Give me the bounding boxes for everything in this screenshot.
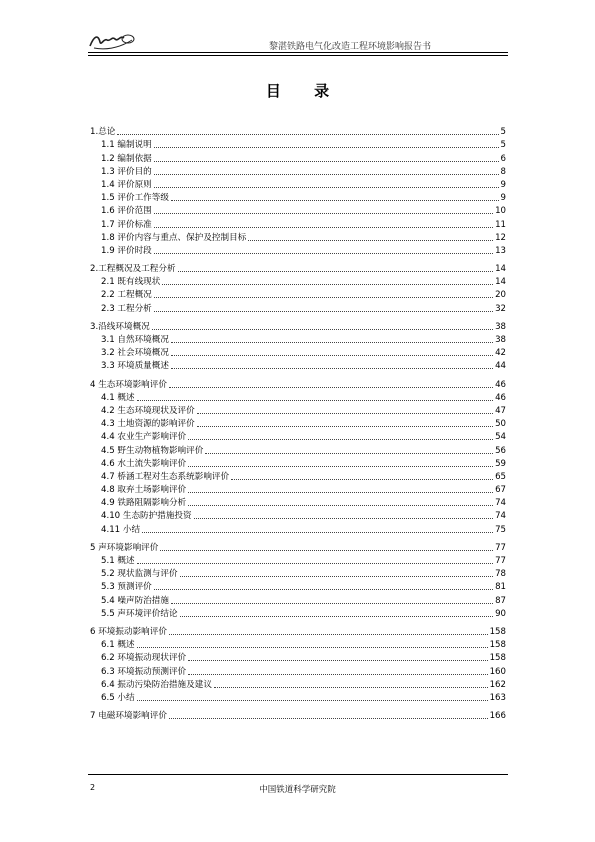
toc-entry-page: 46 [495, 379, 506, 390]
toc-entry-label: 4.4 农业生产影响评价 [101, 432, 187, 443]
toc-entry-section[interactable] [90, 178, 506, 191]
toc-entry-page: 6 [500, 153, 506, 164]
toc-entry-label: 4.7 桥涵工程对生态系统影响评价 [101, 471, 230, 482]
toc-entry-page: 11 [495, 219, 506, 230]
toc-entry-chapter[interactable] [90, 707, 506, 722]
toc-entry-page: 14 [495, 264, 506, 275]
toc-entry-label: 5.2 现状监测与评价 [101, 569, 178, 580]
toc-entry-label: 6 环境振动影响评价 [90, 626, 167, 637]
toc-entry-label: 3.1 自然环境概况 [101, 335, 169, 345]
toc-leader-dots [188, 674, 487, 675]
toc-entry-page: 163 [489, 692, 506, 703]
toc-entry-page: 74 [495, 498, 506, 509]
toc-entry-page: 47 [495, 405, 506, 416]
header-rule-thin [88, 55, 508, 56]
toc-entry-label: 3.沿线环境概况 [90, 321, 150, 332]
toc-entry-page: 32 [495, 303, 506, 314]
toc-entry-label: 4.2 生态环境现状及评价 [101, 405, 195, 416]
toc-entry-label: 6.2 环境振动现状评价 [101, 653, 187, 664]
toc-leader-dots [197, 426, 493, 427]
toc-entry-page: 90 [495, 608, 506, 619]
toc-entry-section[interactable] [90, 651, 506, 664]
toc-entry-page: 87 [495, 595, 506, 606]
toc-leader-dots [160, 550, 493, 551]
toc-leader-dots [137, 700, 488, 701]
toc-entry-page: 8 [500, 166, 506, 177]
toc-entry-chapter[interactable] [90, 539, 506, 554]
toc-entry-label: 4.6 水土流失影响评价 [101, 458, 187, 469]
toc-leader-dots [154, 297, 493, 298]
toc-entry-label: 6.5 小结 [101, 692, 135, 703]
toc-entry-page: 166 [489, 711, 506, 722]
toc-entry-page: 12 [495, 232, 506, 243]
footer-organization: 中国铁道科学研究院 [259, 785, 336, 795]
toc-entry-section[interactable] [90, 593, 506, 606]
toc-leader-dots [137, 400, 493, 401]
toc-leader-dots [154, 589, 493, 590]
toc-leader-dots [154, 253, 493, 254]
toc-entry-label: 1.4 评价原则 [101, 179, 152, 190]
toc-entry-section[interactable] [90, 359, 506, 372]
toc-entry-page: 54 [495, 432, 506, 443]
toc-entry-label: 4.10 生态防护措施投资 [101, 511, 192, 522]
toc-leader-dots [180, 576, 494, 577]
toc-entry-section[interactable] [90, 430, 506, 443]
toc-entry-section[interactable] [90, 691, 506, 704]
toc-entry-section[interactable] [90, 522, 506, 535]
toc-entry-page: 158 [489, 653, 506, 664]
toc-entry-label: 4 生态环境影响评价 [90, 379, 167, 390]
toc-entry-page: 9 [500, 179, 506, 190]
toc-entry-label: 1.9 评价时段 [101, 245, 152, 256]
toc-entry-label: 5.4 噪声防治措施 [101, 595, 169, 606]
toc-leader-dots [154, 311, 493, 312]
toc-entry-page: 13 [495, 245, 506, 256]
toc-leader-dots [152, 329, 493, 330]
toc-entry-page: 9 [500, 193, 506, 204]
toc-leader-dots [154, 147, 499, 148]
toc-entry-chapter[interactable] [90, 260, 506, 275]
toc-entry-page: 5 [500, 127, 506, 138]
toc-entry-section[interactable] [90, 457, 506, 470]
toc-leader-dots [154, 187, 499, 188]
toc-entry-section[interactable] [90, 554, 506, 567]
toc-entry-section[interactable] [90, 509, 506, 522]
toc-entry-section[interactable] [90, 404, 506, 417]
toc-entry-label: 5.1 概述 [101, 556, 135, 566]
toc-entry-chapter[interactable] [90, 123, 506, 138]
toc-entry-page: 160 [489, 666, 506, 677]
toc-entry-page: 78 [495, 569, 506, 580]
toc-entry-label: 6.3 环境振动预测评价 [101, 666, 187, 677]
toc-leader-dots [197, 413, 493, 414]
toc-leader-dots [137, 647, 488, 648]
toc-entry-section[interactable] [90, 443, 506, 456]
toc-entry-section[interactable] [90, 470, 506, 483]
toc-leader-dots [169, 634, 488, 635]
toc-entry-chapter[interactable] [90, 623, 506, 638]
toc-entry-section[interactable] [90, 244, 506, 257]
toc-leader-dots [171, 368, 493, 369]
toc-entry-section[interactable] [90, 301, 506, 314]
toc-leader-dots [117, 134, 498, 135]
toc-entry-label: 4.11 小结 [101, 524, 141, 535]
toc-entry-section[interactable] [90, 288, 506, 301]
toc-leader-dots [171, 342, 493, 343]
toc-entry-section[interactable] [90, 483, 506, 496]
toc-entry-page: 65 [495, 471, 506, 482]
toc-leader-dots [231, 479, 493, 480]
toc-entry-section[interactable] [90, 217, 506, 230]
toc-leader-dots [154, 174, 499, 175]
toc-entry-chapter[interactable] [90, 318, 506, 333]
toc-leader-dots [142, 532, 493, 533]
toc-entry-page: 44 [495, 361, 506, 372]
toc-entry-label: 2.2 工程概况 [101, 290, 152, 301]
toc-entry-label: 1.1 编制说明 [101, 140, 152, 151]
toc-entry-label: 3.2 社会环境概况 [101, 348, 169, 359]
toc-entry-section[interactable] [90, 231, 506, 244]
toc-entry-label: 6.1 概述 [101, 640, 135, 651]
toc-entry-page: 38 [495, 335, 506, 345]
toc-entry-page: 158 [489, 626, 506, 637]
toc-entry-page: 67 [495, 485, 506, 496]
toc-entry-page: 42 [495, 348, 506, 359]
toc-entry-label: 4.9 铁路阻隔影响分析 [101, 498, 187, 509]
toc-entry-label: 5 声环境影响评价 [90, 542, 159, 553]
toc-entry-section[interactable] [90, 664, 506, 677]
toc-entry-page: 162 [489, 679, 506, 690]
toc-entry-section[interactable] [90, 417, 506, 430]
toc-entry-page: 59 [495, 458, 506, 469]
toc-leader-dots [154, 161, 499, 162]
toc-entry-page: 75 [495, 524, 506, 535]
toc-entry-section[interactable] [90, 567, 506, 580]
toc-entry-page: 50 [495, 419, 506, 430]
toc-entry-label: 6.4 振动污染防治措施及建议 [101, 679, 212, 690]
toc-leader-dots [178, 271, 494, 272]
toc-entry-section[interactable] [90, 580, 506, 593]
toc-leader-dots [137, 563, 493, 564]
toc-leader-dots [169, 718, 488, 719]
toc-entry-label: 1.3 评价目的 [101, 166, 152, 177]
toc-entry-chapter[interactable] [90, 376, 506, 391]
toc-entry-page: 158 [489, 640, 506, 651]
toc-entry-label: 1.7 评价标准 [101, 219, 152, 230]
toc-leader-dots [171, 603, 493, 604]
toc-leader-dots [188, 505, 493, 506]
toc-entry-label: 2.1 既有线现状 [101, 277, 161, 288]
toc-entry-label: 1.8 评价内容与重点、保护及控制目标 [101, 232, 247, 243]
toc-entry-page: 20 [495, 290, 506, 301]
toc-entry-label: 1.2 编制依据 [101, 153, 152, 164]
toc-entry-section[interactable] [90, 607, 506, 620]
toc-entry-page: 5 [500, 140, 506, 151]
toc-entry-section[interactable] [90, 275, 506, 288]
footer-page-number: 2 [90, 783, 96, 792]
toc-entry-section[interactable] [90, 638, 506, 651]
toc-entry-section[interactable] [90, 191, 506, 204]
toc-leader-dots [154, 227, 493, 228]
toc-leader-dots [180, 616, 494, 617]
toc-leader-dots [205, 453, 493, 454]
toc-entry-label: 4.8 取弃土场影响评价 [101, 485, 187, 496]
table-of-contents [90, 120, 506, 722]
toc-entry-page: 77 [495, 542, 506, 553]
institute-logo-icon [88, 30, 136, 52]
toc-leader-dots [171, 200, 499, 201]
toc-entry-section[interactable] [90, 391, 506, 404]
toc-entry-section[interactable] [90, 204, 506, 217]
toc-entry-page: 38 [495, 321, 506, 332]
toc-leader-dots [171, 355, 493, 356]
toc-entry-section[interactable] [90, 678, 506, 691]
toc-leader-dots [214, 687, 488, 688]
toc-entry-label: 2.工程概况及工程分析 [90, 264, 176, 275]
toc-entry-label: 7 电磁环境影响评价 [90, 711, 167, 722]
toc-entry-label: 5.3 预测评价 [101, 582, 152, 593]
toc-entry-label: 4.3 土地资源的影响评价 [101, 419, 195, 430]
toc-leader-dots [188, 466, 493, 467]
toc-entry-page: 56 [495, 445, 506, 456]
toc-entry-label: 2.3 工程分析 [101, 303, 152, 314]
toc-entry-section[interactable] [90, 346, 506, 359]
toc-entry-page: 77 [495, 556, 506, 566]
toc-entry-label: 3.3 环境质量概述 [101, 361, 169, 372]
header-title: 黎湛铁路电气化改造工程环境影响报告书 [268, 42, 431, 52]
toc-entry-page: 46 [495, 392, 506, 403]
toc-entry-section[interactable] [90, 165, 506, 178]
toc-leader-dots [194, 518, 493, 519]
toc-entry-label: 5.5 声环境评价结论 [101, 608, 178, 619]
toc-entry-section[interactable] [90, 151, 506, 164]
toc-entry-page: 14 [495, 277, 506, 288]
toc-entry-label: 4.1 概述 [101, 392, 135, 403]
toc-leader-dots [169, 387, 493, 388]
toc-leader-dots [162, 284, 493, 285]
toc-leader-dots [188, 439, 493, 440]
footer-rule [88, 774, 508, 775]
header-rule [88, 52, 508, 53]
toc-entry-label: 1.6 评价范围 [101, 206, 152, 217]
toc-entry-label: 1.5 评价工作等级 [101, 193, 169, 204]
toc-title: 目 录 [265, 82, 344, 100]
toc-entry-page: 10 [495, 206, 506, 217]
toc-entry-label: 1.总论 [90, 127, 116, 138]
toc-entry-page: 74 [495, 511, 506, 522]
toc-entry-section[interactable] [90, 496, 506, 509]
toc-leader-dots [188, 660, 487, 661]
toc-leader-dots [248, 240, 493, 241]
toc-entry-label: 4.5 野生动物植物影响评价 [101, 445, 204, 456]
toc-entry-section[interactable] [90, 333, 506, 346]
toc-entry-page: 81 [495, 582, 506, 593]
toc-leader-dots [154, 213, 493, 214]
toc-entry-section[interactable] [90, 138, 506, 151]
toc-leader-dots [188, 492, 493, 493]
